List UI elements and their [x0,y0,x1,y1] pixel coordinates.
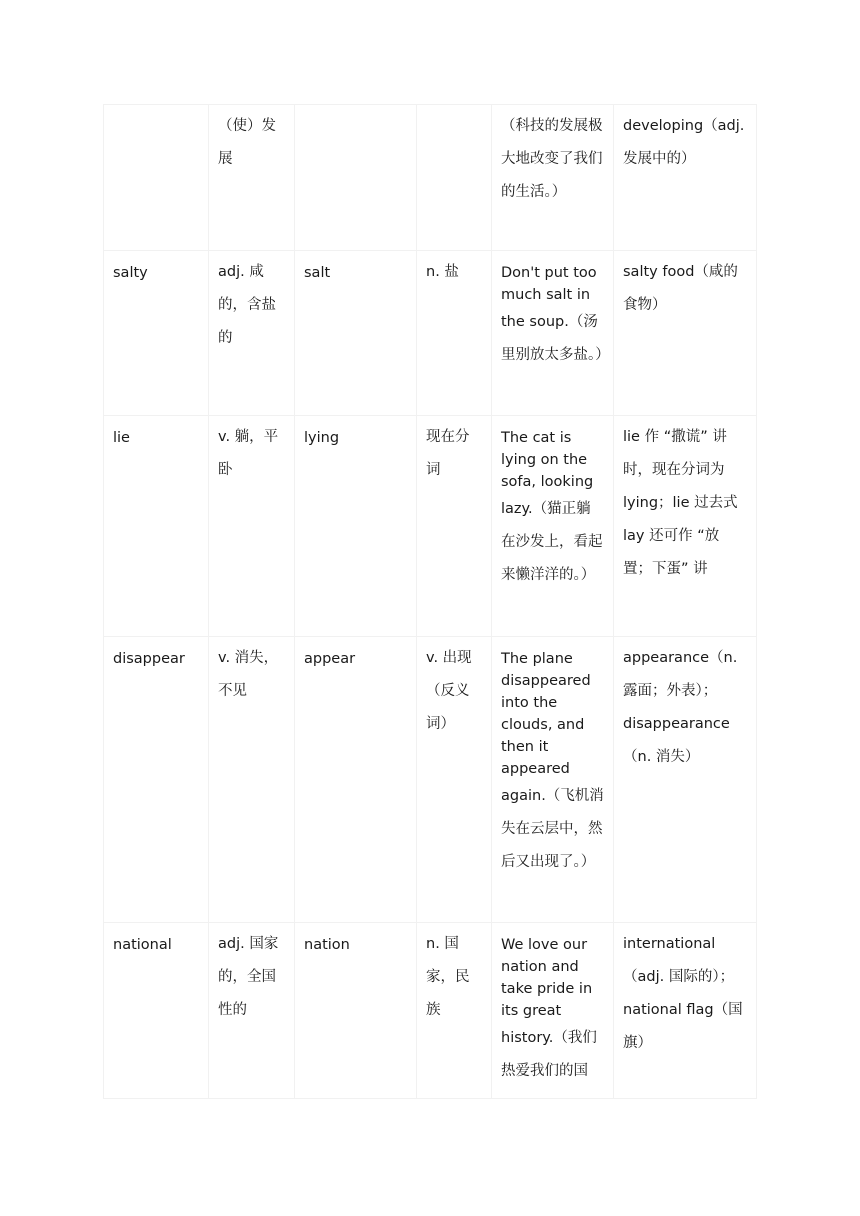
related-cell [295,251,417,416]
extension-text: appearance（n. 露面；外表）；disappearance（n. 消失） [623,650,738,765]
example-cn-text: lazy.（猫正躺在沙发上，看起来懒洋洋的。） [501,501,603,583]
meaning-text: v. 消失，不见 [218,650,279,699]
extension-cell [614,105,757,251]
table-row [104,251,757,416]
example-cell [492,251,614,416]
word-cell [104,923,209,1099]
example-cn-text: （科技的发展极大地改变了我们的生活。） [501,118,603,200]
example-cell [492,416,614,637]
meaning-cell [209,923,295,1099]
table-row [104,637,757,923]
extension-text: lie 作 “撒谎” 讲时，现在分词为 lying；lie 过去式 lay 还可作 “放置；下蛋” 讲 [623,429,738,577]
related-note-cell [417,105,492,251]
related-note-cell [417,416,492,637]
related-text: nation [304,937,350,953]
meaning-cell [209,251,295,416]
table-row [104,923,757,1099]
related-note-cell [417,923,492,1099]
example-en-text: The cat is lying on the sofa, looking [501,430,594,490]
related-text: lying [304,430,340,446]
word-cell [104,251,209,416]
related-cell [295,105,417,251]
extension-cell [614,251,757,416]
table-row [104,105,757,251]
meaning-text: （使）发展 [218,118,276,167]
related-note-cell [417,251,492,416]
related-note-text: 现在分词 [426,429,470,478]
related-text: appear [304,651,356,667]
related-cell [295,416,417,637]
meaning-cell [209,105,295,251]
meaning-cell [209,416,295,637]
table-row [104,416,757,637]
word-text: salty [113,265,148,281]
word-text: lie [113,430,130,446]
meaning-cell [209,637,295,923]
related-cell [295,637,417,923]
example-cn-text: again.（飞机消失在云层中，然后又出现了。） [501,788,604,870]
meaning-text: v. 躺，平卧 [218,429,279,478]
extension-cell [614,416,757,637]
extension-cell [614,637,757,923]
extension-text: international（adj. 国际的）；national flag（国旗） [623,936,743,1051]
related-note-text: n. 盐 [426,264,459,280]
related-cell [295,923,417,1099]
extension-cell [614,923,757,1099]
related-note-text: n. 国家，民族 [426,936,470,1018]
extension-text: salty food（咸的食物） [623,264,738,313]
word-text: national [113,937,172,953]
example-cell [492,105,614,251]
word-cell [104,637,209,923]
vocabulary-table [103,104,757,1099]
related-note-text: v. 出现（反义词） [426,650,472,732]
example-cell [492,637,614,923]
meaning-text: adj. 咸的，含盐的 [218,264,276,346]
extension-text: developing（adj. 发展中的） [623,118,745,167]
meaning-text: adj. 国家的，全国性的 [218,936,279,1018]
example-en-text: The plane disappeared into the clouds, and then it appeared [501,651,591,777]
related-text: salt [304,265,331,281]
word-text: disappear [113,651,185,667]
example-en-text: We love our nation and take pride in its great [501,937,593,1019]
example-cn-text: history.（我们热爱我们的国 [501,1030,597,1079]
word-cell [104,105,209,251]
related-note-cell [417,637,492,923]
example-cn-text: the soup.（汤里别放太多盐。） [501,314,610,363]
word-cell [104,416,209,637]
example-en-text: Don't put too much salt in [501,265,597,303]
example-cell [492,923,614,1099]
